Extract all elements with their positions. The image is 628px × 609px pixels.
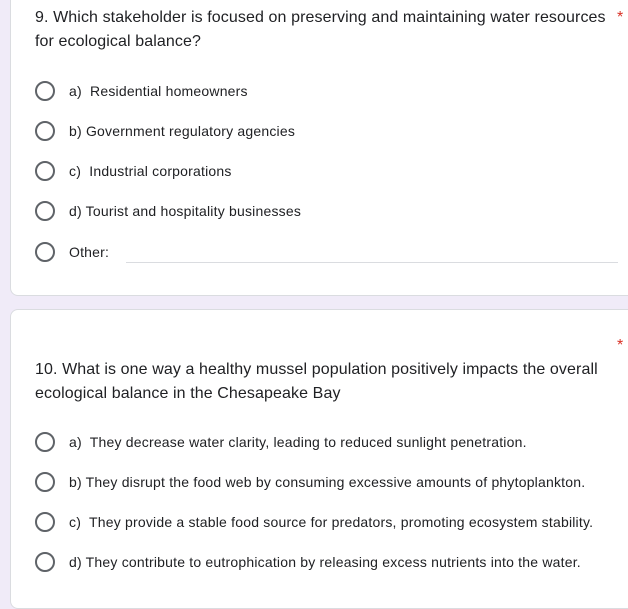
radio-unselected-icon[interactable] (35, 472, 55, 492)
radio-unselected-icon[interactable] (35, 121, 55, 141)
q9-option-d-label: d) Tourist and hospitality businesses (69, 203, 302, 219)
q10-option-d-label: d) They contribute to eutrophication by releasing excess nutrients into the water. (69, 554, 581, 570)
radio-unselected-icon[interactable] (35, 81, 55, 101)
q10-option-a[interactable] (35, 430, 527, 454)
q9-option-a[interactable] (35, 79, 248, 103)
radio-unselected-icon[interactable] (35, 161, 55, 181)
q9-other-label: Other: (69, 244, 110, 260)
q10-option-a-label: a) They decrease water clarity, leading to reduced sunlight penetration. (69, 434, 527, 450)
radio-unselected-icon[interactable] (35, 242, 55, 262)
q9-option-c-label: c) Industrial corporations (69, 163, 232, 179)
question-9-card (10, 0, 628, 296)
q10-option-d[interactable] (35, 550, 581, 574)
q10-option-c[interactable] (35, 510, 593, 534)
q9-option-b-label: b) Government regulatory agencies (69, 123, 296, 139)
radio-unselected-icon[interactable] (35, 552, 55, 572)
q9-option-b[interactable] (35, 119, 295, 143)
q9-other-text-field[interactable] (126, 240, 618, 263)
required-asterisk: * (617, 9, 624, 26)
question-10-title: 10. What is one way a healthy mussel population positively impacts the overall ecological balance in the Chesapeake Bay (35, 361, 598, 402)
q9-option-other[interactable] (35, 240, 109, 264)
radio-unselected-icon[interactable] (35, 432, 55, 452)
q10-option-c-label: c) They provide a stable food source for predators, promoting ecosystem stability. (69, 514, 594, 530)
q9-option-d[interactable] (35, 199, 301, 223)
question-10-card (10, 309, 628, 609)
q10-option-b-label: b) They disrupt the food web by consuming excessive amounts of phytoplankton. (69, 474, 586, 490)
q9-option-c[interactable] (35, 159, 232, 183)
required-asterisk: * (617, 337, 624, 354)
question-9-title: 9. Which stakeholder is focused on preserving and maintaining water resources for ecological balance? (35, 9, 606, 50)
radio-unselected-icon[interactable] (35, 512, 55, 532)
radio-unselected-icon[interactable] (35, 201, 55, 221)
q9-option-a-label: a) Residential homeowners (69, 83, 248, 99)
q10-option-b[interactable] (35, 470, 585, 494)
